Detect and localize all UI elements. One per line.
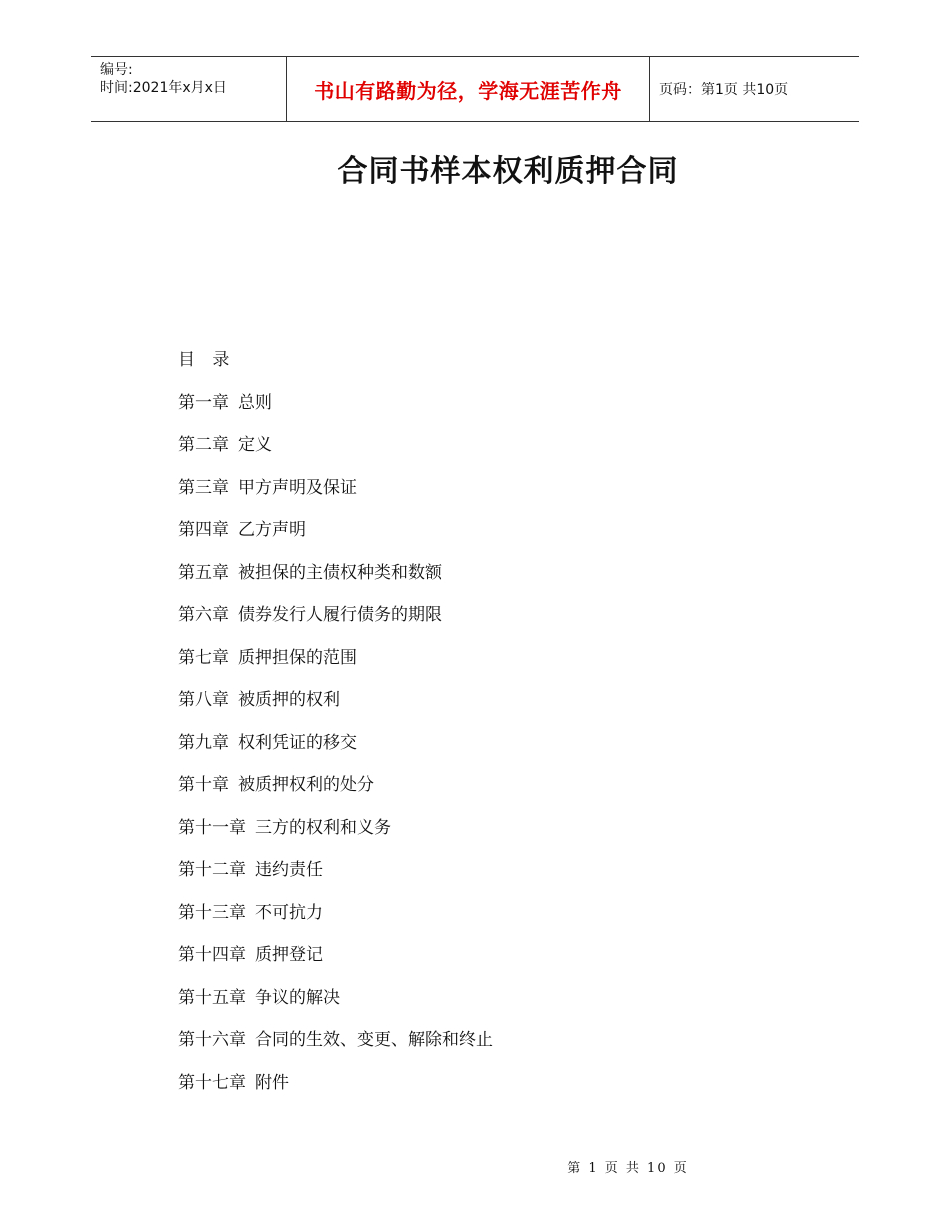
- toc-item: [178, 391, 493, 434]
- toc-item: [178, 731, 493, 774]
- toc-item-title: 违约责任: [255, 860, 323, 880]
- toc-item-title: 质押登记: [255, 945, 323, 965]
- toc-item-title: 权利凭证的移交: [238, 732, 357, 753]
- toc-item: [178, 561, 493, 604]
- toc-item-title: 被质押权利的处分: [238, 775, 374, 795]
- header-time-label: 时间:2021年x月x日: [100, 80, 227, 96]
- table-of-contents: [178, 348, 493, 1113]
- toc-item-title: 被担保的主债权种类和数额: [238, 562, 442, 583]
- toc-item-title: 质押担保的范围: [238, 647, 357, 668]
- toc-item: [178, 433, 493, 476]
- toc-item: [178, 943, 493, 986]
- toc-item: [178, 901, 493, 944]
- toc-item-number: 第四章: [178, 520, 229, 540]
- toc-item: [178, 646, 493, 689]
- toc-item-title: 被质押的权利: [238, 690, 340, 710]
- toc-item-number: 第七章: [178, 647, 229, 668]
- header-motto: 书山有路勤为径，学海无涯苦作舟: [287, 57, 650, 121]
- toc-item-title: 附件: [255, 1072, 289, 1093]
- page-footer: 第 1 页 共 10 页: [567, 1161, 689, 1176]
- toc-item-number: 第二章: [178, 435, 229, 455]
- toc-item: [178, 476, 493, 519]
- toc-item-number: 第三章: [178, 477, 229, 498]
- toc-item-title: 债券发行人履行债务的期限: [238, 605, 442, 625]
- toc-item-title: 不可抗力: [255, 902, 323, 923]
- toc-item-title: 合同的生效、变更、解除和终止: [255, 1030, 493, 1050]
- toc-item: [178, 603, 493, 646]
- toc-item: [178, 688, 493, 731]
- toc-heading: 目 录: [178, 350, 236, 370]
- toc-item-number: 第十二章: [178, 860, 246, 880]
- toc-item-title: 乙方声明: [238, 520, 306, 540]
- header-page-info: 页码：第1页 共10页: [659, 82, 789, 98]
- toc-item: [178, 858, 493, 901]
- toc-item-title: 定义: [238, 435, 272, 455]
- toc-item-number: 第九章: [178, 732, 229, 753]
- toc-item-number: 第五章: [178, 562, 229, 583]
- toc-item-number: 第一章: [178, 392, 229, 413]
- toc-item-title: 总则: [238, 392, 272, 413]
- toc-item-number: 第十章: [178, 775, 229, 795]
- toc-item: [178, 773, 493, 816]
- toc-item-title: 三方的权利和义务: [255, 817, 391, 838]
- toc-item-number: 第十六章: [178, 1030, 246, 1050]
- toc-item-number: 第十一章: [178, 817, 246, 838]
- header-meta-cell: [91, 57, 287, 121]
- toc-item: [178, 1071, 493, 1114]
- toc-item-number: 第八章: [178, 690, 229, 710]
- page-header: [91, 56, 859, 122]
- toc-item: [178, 1028, 493, 1071]
- document-title: 合同书样本权利质押合同: [337, 154, 679, 189]
- toc-item: [178, 518, 493, 561]
- toc-item-title: 甲方声明及保证: [238, 477, 357, 498]
- header-code-label: 编号:: [100, 62, 133, 78]
- toc-item-number: 第十七章: [178, 1072, 246, 1093]
- toc-item-title: 争议的解决: [255, 987, 340, 1008]
- toc-item: [178, 986, 493, 1029]
- toc-item: [178, 816, 493, 859]
- toc-item-number: 第十四章: [178, 945, 246, 965]
- toc-item-number: 第六章: [178, 605, 229, 625]
- toc-item-number: 第十五章: [178, 987, 246, 1008]
- toc-item-number: 第十三章: [178, 902, 246, 923]
